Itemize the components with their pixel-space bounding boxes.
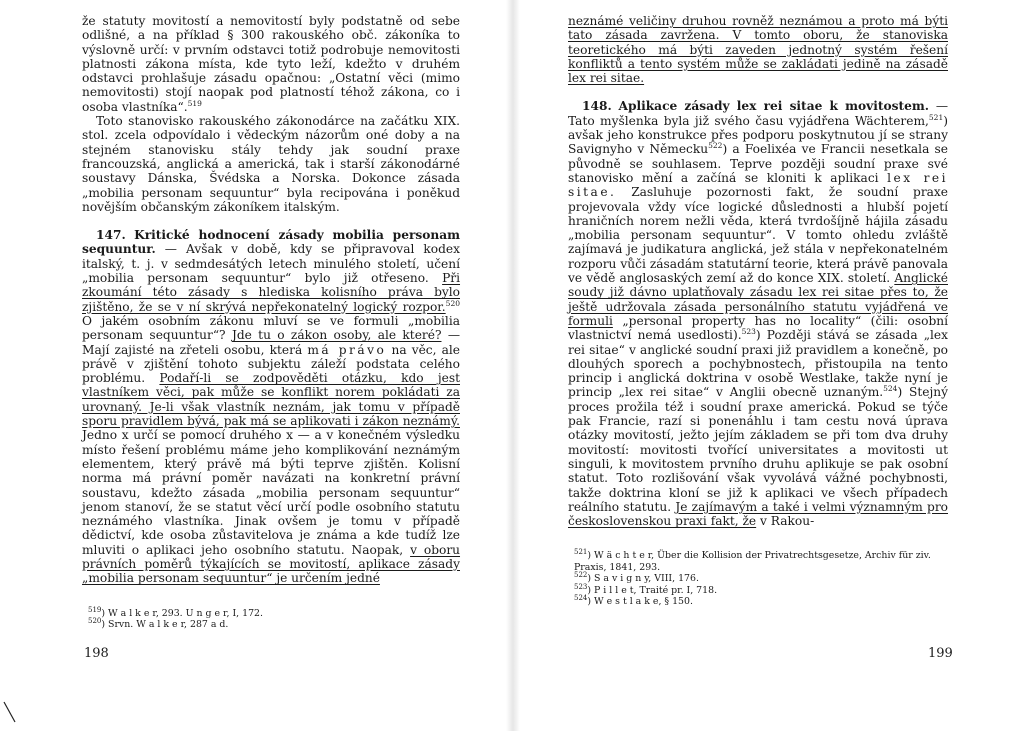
section-147 xyxy=(82,228,460,585)
section-title: Aplikace zásady lex rei sitae k movitostem. xyxy=(618,99,930,114)
footnote: $^{523}$) P i l l e t, Traité pr. I, 718. xyxy=(574,582,718,596)
left-text-column xyxy=(82,14,460,630)
footnotes xyxy=(568,550,948,607)
footnote-ref: 520 xyxy=(445,298,460,308)
section-148: 148. Aplikace zásady lex rei sitae k movitostem. — Tato myšlenka byla již svého času vyjádřena Wächterem,$^{521}$) avšak jeho konstrukce přes podporu poskytnutou jí se strany Savignyho v Německu$^{522}$) a Foelixéa ve Francii nesetkala se původně se souhlasem. Teprve později soudní praxe své stanovisko mění a začíná se kloniti k aplikaci lex rei sitae. Zasluhuje pozornosti fakt, že soudní praxe projevovala vždy více logické důslednosti a hlubší pojetí hraničních norem nežli věda, která tvrdošíjně hájila zásadu „mobilia personam sequuntur“. V tomto ohledu zvláště zajímavá je judikatura anglická, jež stála v nepřekonatelném rozporu vůči zásadám statutární teorie, která právě panovala ve vědě anglosaských zemí až do konce XIX. století. Anglické soudy již dávno uplatňovaly zásadu lex rei sitae přes to, že ještě udržovala zásada personálního statutu vyjádřená ve formuli „personal property has no locality“ (čili: osobní vlastnictví nemá usedlosti).$^{523}$) Později stává se zásada „lex rei sitae“ v anglické soudní praxi již pravidlem a konečně, po dlouhých sporech a pochybnostech, přistoupila na tento princip i anglická doktrina v osobě Westlake, takže nyní je princip „lex rei sitae“ v Anglii obecně uznaným.$^{524}$) Stejný proces prožila též i soudní praxe americká. Pokud se týče pak Francie, razí si ponenáhlu i tam cestu nová úprava otázky movitostí, ježto jejím základem se při tom dva druhy movitostí: movitosti tvořící universitates a movitosti ut singuli, k movitostem prvního druhu aplikuje se pak osobní statut. Toto rozlišování však vyvolává vážné pochybnosti, takže doktrina kloní se již k aplikaci ve všech případech reálního statutu. Je zajímavým a také i velmi významným pro československou praxi fakt, že v Rakou- xyxy=(568,99,949,529)
spaced-text: má právo xyxy=(307,342,387,357)
section-text: Jedno x určí se pomocí druhého x — a v konečném výsledku místo řešení problému máme jeho komplikování neznámým elementem, který právě má býti teprve zjištěn. Kolisní norma má právní poměr navázati na konkretní právní soustavu, kdežto zásada „mobilia personam sequuntur“ jenom stanoví, že se statut věcí určí podle osobního statutu neznámého vlastníka. Jinak ovšem je tomu v případě dědictví, kde osoba zůstavitelova je známa a kde tudíž lze mluviti o aplikaci jeho osobního statutu. Naopak, xyxy=(82,428,460,557)
section-text: Později stává se zásada „lex rei sitae“ v anglické soudní praxi již pravidlem a konečně, po dlouhých sporech a pochybnostech, přistoupila na tento princip i anglická doktrina v osobě Westlake, takže nyní je princip „lex rei sitae“ v Anglii obecně uznaným. xyxy=(568,328,948,400)
footnote-ref: 522 xyxy=(708,141,723,151)
footnote: $^{520}$) Srvn. W a l k e r, 287 a d. xyxy=(88,616,229,630)
left-page xyxy=(0,0,506,731)
footnote-text: P i l l e t, Traité pr. I, 718. xyxy=(594,584,718,596)
underlined-text: neznámé veličiny druhou rovněž neznámou a proto má býti tato zásada zavržena. V tomto oboru, že stanoviska teoretického má býti zaveden jednotný systém řešení konfliktů a tento systém může se zakládati jedině na zásadě lex rei sitae. xyxy=(568,14,948,86)
margin-pen-mark xyxy=(2,700,18,724)
section-text: na věc, ale právě v zjištění tohoto subjektu záleží podstata celého problému. xyxy=(82,342,460,386)
footnote-ref: 521 xyxy=(928,112,944,122)
page-number: 198 xyxy=(84,646,109,661)
footnote-number: 522 xyxy=(574,571,588,580)
right-text-column xyxy=(568,14,948,607)
footnote-ref: 523 xyxy=(741,327,756,337)
underlined-text: Anglické soudy již dávno uplatňovaly zásadu lex rei sitae přes to, že ještě udržovala zásada personálního statutu vyjádřená ve formuli xyxy=(568,271,948,328)
footnote-text: W a l k e r, 293. U n g e r, I, 172. xyxy=(108,607,263,619)
section-text: — Mají zajisté na zřeteli osobu, která xyxy=(82,328,461,357)
paragraph xyxy=(568,14,948,85)
section-text: — Tato myšlenka byla již svého času vyjádřena Wächterem, xyxy=(568,99,949,128)
underlined-text: v oboru právních poměrů týkajících se movitostí, aplikace zásady „mobilia personam sequuntur“ je určením jedné xyxy=(82,542,461,586)
section-text: v Rakou- xyxy=(760,514,815,529)
footnote-ref: 524 xyxy=(883,384,898,394)
footnote-text: Srvn. W a l k e r, 287 a d. xyxy=(108,618,229,630)
paragraph-text: že statuty movitostí a nemovitostí byly podstatně od sebe odlišné, a na příklad § 300 rakouského obč. zákoníka to výslovně určí: v prvním odstavci totiž podrobuje nemovitosti platnosti zákona místa, kde tyto leží, kdežto v druhém odstavci prohlašuje zásadu opačnou: „Ostatní věci (mimo nemovitosti) stojí naopak pod platností téhož zákona, co i osoba vlastníka“. xyxy=(82,14,460,114)
paragraph xyxy=(82,14,460,114)
footnote-text: W ä c h t e r, Über die Kollision der Privatrechtsgesetze, Archiv für ziv. Praxis, 1841, 293. xyxy=(574,550,931,573)
paragraph xyxy=(82,114,460,214)
underlined-text: Je zajímavým a také i velmi významným pro československou praxi fakt, že xyxy=(568,499,948,529)
book-gutter xyxy=(506,0,520,731)
page-number: 199 xyxy=(928,646,953,661)
footnote: $^{519}$) W a l k e r, 293. U n g e r, I, 172. xyxy=(88,605,263,619)
right-page xyxy=(520,0,1024,731)
section-number: 147. xyxy=(96,228,126,243)
section-text: a Foelixéa ve Francii nesetkala se původně se souhlasem. Teprve později soudní praxe své stanovisko mění a začíná se kloniti k aplikaci xyxy=(568,142,949,185)
underlined-text: Jde tu o zákon osoby, ale které? xyxy=(231,328,442,343)
footnote-text: W e s t l a k e, § 150. xyxy=(594,596,693,608)
spaced-text: lex rei sitae. xyxy=(568,170,949,200)
section-text: Zasluhuje pozornosti fakt, že soudní praxe projevovala vždy více logické důslednosti a hlubší pojetí hraničních norem nežli věda, která tvrdošíjně hájila zásadu „mobilia personam sequuntur“. V tomto ohledu zvláště zajímavá je judikatura anglická, jež stála v nepřekonatelném rozporu vůči zásadám statutární teorie, která právě panovala ve vědě anglosaských zemí až do konce XIX. století. xyxy=(568,185,948,286)
footnotes xyxy=(82,605,460,631)
section-text: — Avšak v době, kdy se připravoval kodex italský, t. j. v sedmdesátých letech minulého století, učení „mobilia personam sequuntur“ bylo již otřeseno. xyxy=(82,242,460,286)
section-title: Kritické hodnocení zásady mobilia personam sequuntur. xyxy=(82,228,461,257)
footnote-number: 524 xyxy=(574,593,588,602)
section-text: „personal property has no locality“ (čili: osobní vlastnictví nemá usedlosti). xyxy=(568,313,948,343)
footnote: $^{522}$) S a v i g n y, VIII, 176. xyxy=(574,571,699,585)
section-number: 148. xyxy=(582,99,612,114)
footnote: $^{524}$) W e s t l a k e, § 150. xyxy=(574,593,693,608)
underlined-text: Podaří-li se zodpověděti otázku, kdo jest vlastníkem věci, pak může se konflikt norem pokládati za urovnaný. Je-li však vlastník neznám, jak tomu v případě sporu pravidlem bývá, pak má se aplikovati i zákon neznámý. xyxy=(82,371,460,429)
footnote-number: 520 xyxy=(88,616,102,625)
underlined-text: Při zkoumání této zásady s hlediska kolisního práva bylo zjištěno, že se v ní skrývá nepřekonatelný logický rozpor. xyxy=(82,271,461,314)
footnote-number: 521 xyxy=(574,548,588,557)
paragraph-text: Toto stanovisko rakouského zákonodárce na začátku XIX. stol. zcela odpovídalo i vědeckým názorům oné doby a na stejném stanovisku stály tehdy jak soudní praxe francouzská, anglická a americká, tak i starší zákonodárné soustavy Dánska, Švédska a Norska. Dokonce zásada „mobilia personam sequuntur“ byla recipována i poněkud novějším občanským zákoníkem italským. xyxy=(82,114,460,214)
footnote-text: S a v i g n y, VIII, 176. xyxy=(594,573,699,585)
footnote-ref: 519 xyxy=(187,98,202,108)
footnote-number: 519 xyxy=(88,605,102,614)
footnote: $^{521}$) W ä c h t e r, Über die Kollision der Privatrechtsgesetze, Archiv für ziv. Praxis, 1841, 293. xyxy=(574,548,931,573)
footnote-number: 523 xyxy=(574,582,588,591)
section-text: O jakém osobním zákonu mluví se ve formuli „mobilia personam sequuntur“? xyxy=(82,313,460,343)
section-text: Stejný proces prožila též i soudní praxe americká. Pokud se týče pak Francie, razí si ponenáhlu i tam cestu nová úprava otázky movitostí, ježto jejím základem se při tom dva druhy movitostí: movitosti tvořící universitates a movitosti ut singuli, k movitostem prvního druhu aplikuje se pak osobní statut. Toto rozlišování však vyvolává vážné pochybnosti, takže doktrina kloní se již k aplikaci ve všech případech reálního statutu. xyxy=(568,385,948,514)
section-text: avšak jeho konstrukce přes podporu poskytnutou jí se strany Savignyho v Německu xyxy=(568,128,948,157)
